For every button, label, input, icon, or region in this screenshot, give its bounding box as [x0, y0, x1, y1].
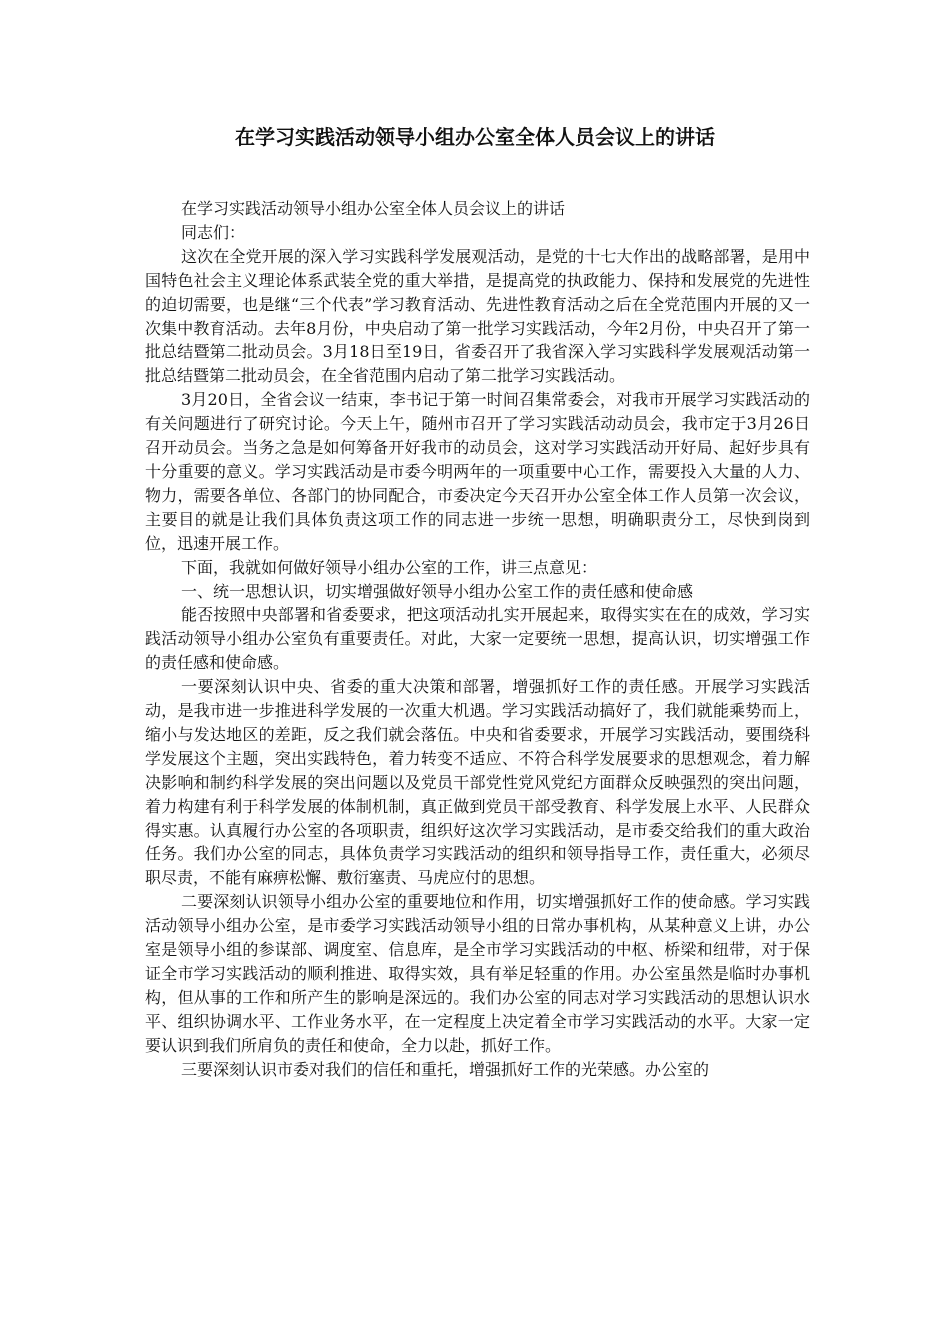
paragraph-salutation: 同志们：	[181, 222, 246, 242]
paragraph-intro: 这次在全党开展的深入学习实践科学发展观活动，是党的十七大作出的战略部署，是用中国特色社会主义理论体系武装全党的重大举措，是提高党的执政能力、保持和发展党的先进性的迫切需要，也是继“三个代表”学习教育活动、先进性教育活动之后在全党范围内开展的又一次集中教育活动。去年8月份，中央启动了第一批学习实践活动，今年2月份，中央召开了第一批总结暨第二批动员会。3月18日至19日，省委召开了我省深入学习实践科学发展观活动第一批总结暨第二批动员会，在全省范围内启动了第二批学习实践活动。	[145, 246, 810, 386]
paragraph-outline: 下面，我就如何做好领导小组办公室的工作，讲三点意见：	[181, 557, 598, 577]
section-heading-one: 一、统一思想认识，切实增强做好领导小组办公室工作的责任感和使命感	[181, 581, 694, 601]
paragraph-section-one-intro: 能否按照中央部署和省委要求，把这项活动扎实开展起来，取得实实在在的成效，学习实践活动领导小组办公室负有重要责任。对此，大家一定要统一思想，提高认识，切实增强工作的责任感和使命感。	[145, 605, 810, 673]
paragraph-heading-repeat: 在学习实践活动领导小组办公室全体人员会议上的讲话	[181, 199, 566, 218]
paragraph-background: 3月20日，全省会议一结束，李书记于第一时间召集常委会，对我市开展学习实践活动的有关问题进行了研究讨论。今天上午，随州市召开了学习实践活动动员会，我市定于3月26日召开动员会。当务之急是如何筹备开好我市的动员会，这对学习实践活动开好局、起好步具有十分重要的意义。学习实践活动是市委今明两年的一项重要中心工作，需要投入大量的人力、物力，需要各单位、各部门的协同配合，市委决定今天召开办公室全体工作人员第一次会议，主要目的就是让我们具体负责这项工作的同志进一步统一思想，明确职责分工，尽快到岗到位，迅速开展工作。	[145, 390, 810, 553]
document-title: 在学习实践活动领导小组办公室全体人员会议上的讲话	[235, 125, 715, 149]
paragraph-point-three: 三要深刻认识市委对我们的信任和重托，增强抓好工作的光荣感。办公室的	[181, 1059, 710, 1079]
paragraph-point-two: 二要深刻认识领导小组办公室的重要地位和作用，切实增强抓好工作的使命感。学习实践活动领导小组办公室，是市委学习实践活动领导小组的日常办事机构，从某种意义上讲，办公室是领导小组的参谋部、调度室、信息库，是全市学习实践活动的中枢、桥梁和纽带，对于保证全市学习实践活动的顺利推进、取得实效，具有举足轻重的作用。办公室虽然是临时办事机构，但从事的工作和所产生的影响是深远的。我们办公室的同志对学习实践活动的思想认识水平、组织协调水平、工作业务水平，在一定程度上决定着全市学习实践活动的水平。大家一定要认识到我们所肩负的责任和使命，全力以赴，抓好工作。	[145, 892, 810, 1055]
document-body	[145, 197, 810, 1082]
paragraph-point-one: 一要深刻认识中央、省委的重大决策和部署，增强抓好工作的责任感。开展学习实践活动，是我市进一步推进科学发展的一次重大机遇。学习实践活动搞好了，我们就能乘势而上，缩小与发达地区的差距，反之我们就会落伍。中央和省委要求，开展学习实践活动，要围绕科学发展这个主题，突出实践特色，着力转变不适应、不符合科学发展要求的思想观念，着力解决影响和制约科学发展的突出问题以及党员干部党性党风党纪方面群众反映强烈的突出问题，着力构建有利于科学发展的体制机制，真正做到党员干部受教育、科学发展上水平、人民群众得实惠。认真履行办公室的各项职责，组织好这次学习实践活动，是市委交给我们的重大政治任务。我们办公室的同志，具体负责学习实践活动的组织和领导指导工作，责任重大，必须尽职尽责，不能有麻痹松懈、敷衍塞责、马虎应付的思想。	[145, 677, 810, 888]
